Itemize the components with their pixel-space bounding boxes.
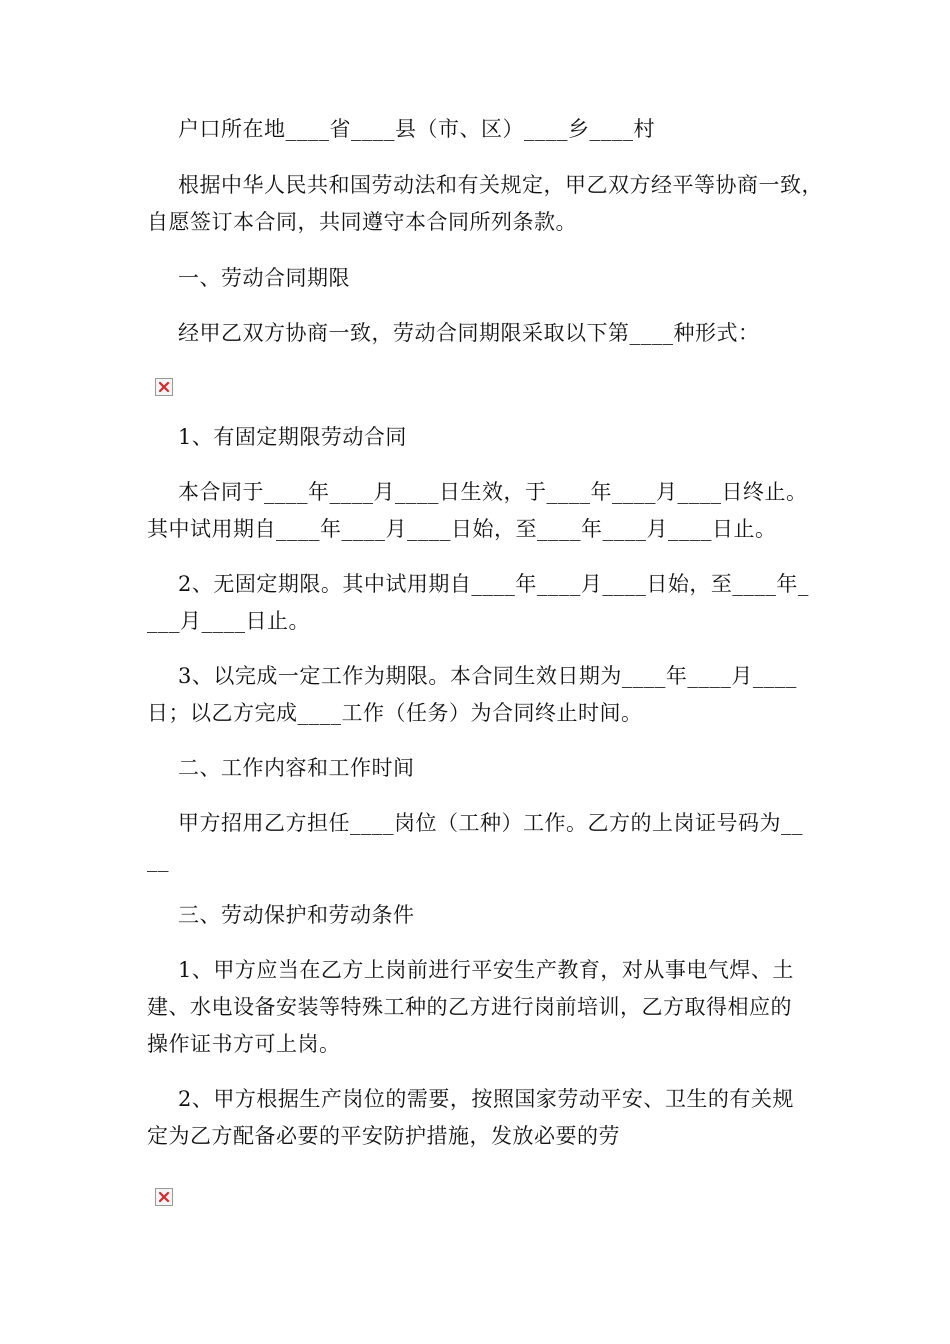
task-term-line-2: 日；以乙方完成____工作（任务）为合同终止时间。 (147, 701, 643, 725)
household-registration-line: 户口所在地____省____县（市、区）____乡____村 (178, 117, 655, 141)
task-term-line-1: 3、以完成一定工作为期限。本合同生效日期为____年____月____ (178, 664, 797, 688)
preamble-line-1: 根据中华人民共和国劳动法和有关规定，甲乙双方经平等协商一致， (178, 173, 823, 197)
safety-training-line-3: 操作证书方可上岗。 (147, 1032, 341, 1056)
section-2-heading: 二、工作内容和工作时间 (178, 756, 415, 780)
protection-line-2: 定为乙方配备必要的平安防护措施，发放必要的劳 (147, 1124, 620, 1148)
open-term-line-1: 2、无固定期限。其中试用期自____年____月____日始，至____年_ (178, 572, 809, 596)
fixed-term-dates-line-2: 其中试用期自____年____月____日始，至____年____月____日止。 (147, 517, 777, 541)
protection-line-1: 2、甲方根据生产岗位的需要，按照国家劳动平安、卫生的有关规 (178, 1087, 794, 1111)
broken-image-icon (155, 378, 173, 396)
safety-training-line-1: 1、甲方应当在乙方上岗前进行平安生产教育，对从事电气焊、土 (178, 958, 794, 982)
post-line-1: 甲方招用乙方担任____岗位（工种）工作。乙方的上岗证号码为__ (178, 811, 803, 835)
preamble-line-2: 自愿签订本合同，共同遵守本合同所列条款。 (147, 210, 577, 234)
section-3-heading: 三、劳动保护和劳动条件 (178, 903, 415, 927)
term-form-line: 经甲乙双方协商一致，劳动合同期限采取以下第____种形式： (178, 321, 760, 345)
open-term-line-2: ___月____日止。 (147, 609, 310, 633)
post-line-2: __ (147, 848, 169, 872)
fixed-term-dates-line-1: 本合同于____年____月____日生效，于____年____月____日终止。 (178, 480, 808, 504)
section-1-heading: 一、劳动合同期限 (178, 266, 350, 290)
safety-training-line-2: 建、水电设备安装等特殊工种的乙方进行岗前培训，乙方取得相应的 (147, 995, 792, 1019)
fixed-term-heading: 1、有固定期限劳动合同 (178, 425, 407, 449)
broken-image-icon (155, 1188, 173, 1206)
